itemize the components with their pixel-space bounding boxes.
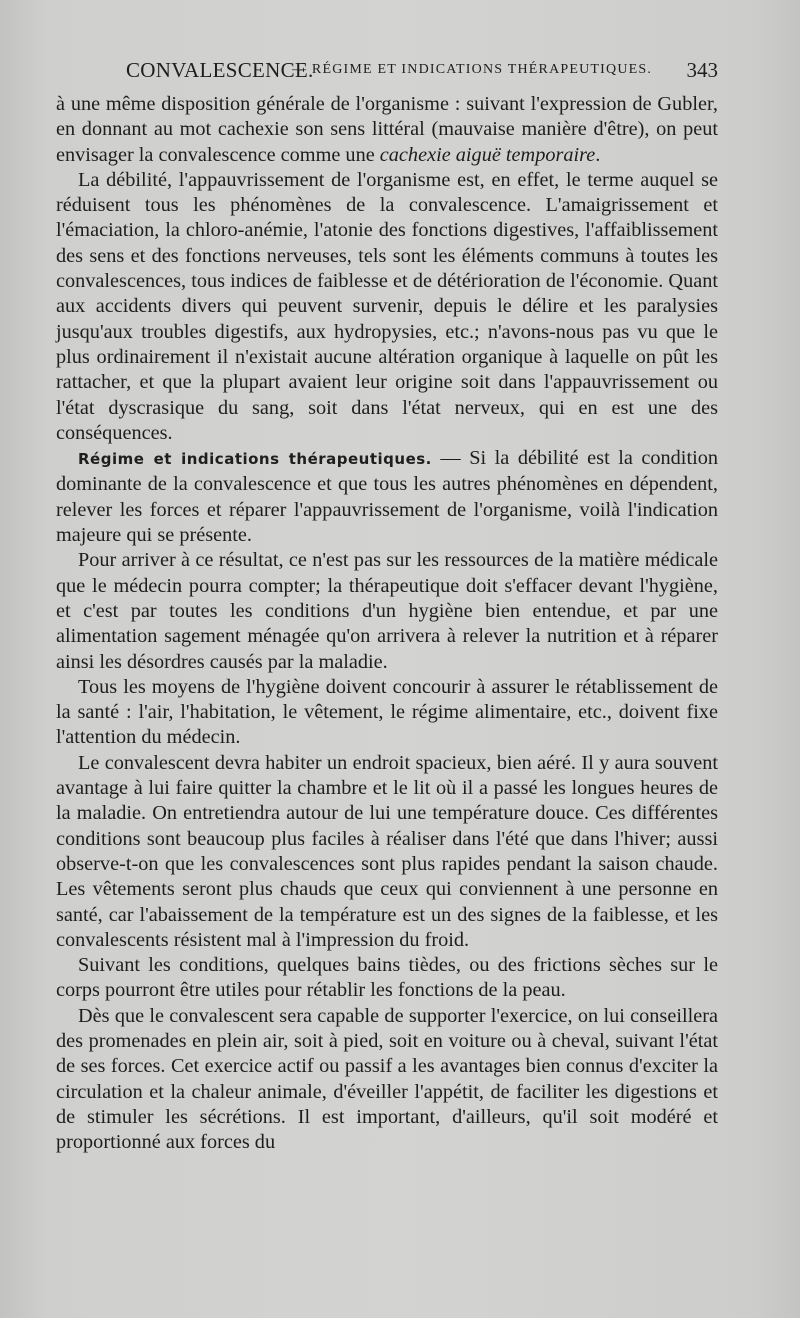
header-title: CONVALESCENCE. — [126, 58, 314, 82]
body-text — [56, 92, 718, 1155]
paragraph-5: Tous les moyens de l'hygiène doivent concourir à assurer le rétablissement de la santé : l'air, l'habitation, le vêtement, le régime alimentaire, etc., doivent fixe l'attention du médecin. — [56, 675, 718, 749]
paragraph-3: Régime et indications thérapeutiques. — Si la débilité est la condition dominante de la convalescence et que tous les autres phénomènes en dépendent, relever les forces et réparer l'appauvrissement de l'organisme, voilà l'indication majeure qui se présente. — [56, 447, 718, 547]
running-header — [56, 58, 718, 84]
italic-term: cachexie aiguë temporaire — [379, 143, 596, 166]
paragraph-8: Dès que le convalescent sera capable de supporter l'exercice, on lui conseillera des promenades en plein air, soit à pied, soit en voiture ou à cheval, suivant l'état de ses forces. Cet exercice actif ou passif a les avantages bien connus d'exciter la circulation et la chaleur animale, d'éveiller l'appétit, de faciliter les digestions et de stimuler les sécrétions. Il est important, d'ailleurs, qu'il soit modéré et proportionné aux forces du — [56, 1004, 718, 1154]
paragraph-1: à une même disposition générale de l'organisme : suivant l'expression de Gubler, en donnant au mot cachexie son sens littéral (mauvaise manière d'être), on peut envisager la convalescence comme une cachexie aiguë temporaire. — [56, 93, 718, 166]
paragraph-7: Suivant les conditions, quelques bains tièdes, ou des frictions sèches sur le corps pourront être utiles pour rétablir les fonctions de la peau. — [56, 954, 718, 1002]
paragraph-2: La débilité, l'appauvrissement de l'organisme est, en effet, le terme auquel se réduisent tous les phénomènes de la convalescence. L'amaigrissement et l'émaciation, la chloro-anémie, l'atonie des fonctions digestives, l'affaiblissement des sens et des fonctions nerveuses, tels sont les éléments communs à toutes les convalescences, tous indices de faiblesse et de détérioration de l'économie. Quant aux accidents divers qui peuvent survenir, depuis le délire et les paralysies jusqu'aux troubles digestifs, aux hydropysies, etc.; n'avons-nous pas vu que le plus ordinairement il n'existait aucune altération organique à laquelle on pût les rattacher, et que la plupart avaient leur origine soit dans l'appauvrissement ou l'état dyscrasique du sang, soit dans l'état nerveux, qui en est une des conséquences. — [56, 168, 718, 444]
paragraph-6: Le convalescent devra habiter un endroit spacieux, bien aéré. Il y aura souvent avantage à lui faire quitter la chambre et le lit où il a passé les longues heures de la maladie. On entretiendra autour de lui une température douce. Ces différentes conditions sont beaucoup plus faciles à réaliser dans l'été que dans l'hiver; aussi observe-t-on que les convalescences sont plus rapides pendant la saison chaude. Les vêtements seront plus chauds que ceux qui conviennent à une personne en santé, car l'abaissement de la température est un des signes de la faiblesse, et les convalescents résistent mal à l'impression du froid. — [56, 751, 718, 951]
paragraph-4: Pour arriver à ce résultat, ce n'est pas sur les ressources de la matière médicale que le médecin pourra compter; la thérapeutique doit s'effacer devant l'hygiène, et c'est par toutes les conditions d'un hygiène bien entendue, et par une alimentation sagement ménagée qu'on arrivera à relever la nutrition et à réparer ainsi les désordres causés par la maladie. — [56, 549, 718, 673]
header-subtitle: — RÉGIME ET INDICATIONS THÉRAPEUTIQUES. — [292, 62, 653, 77]
section-heading: Régime et indications thérapeutiques. — [78, 450, 432, 469]
page-number: 343 — [686, 58, 718, 82]
